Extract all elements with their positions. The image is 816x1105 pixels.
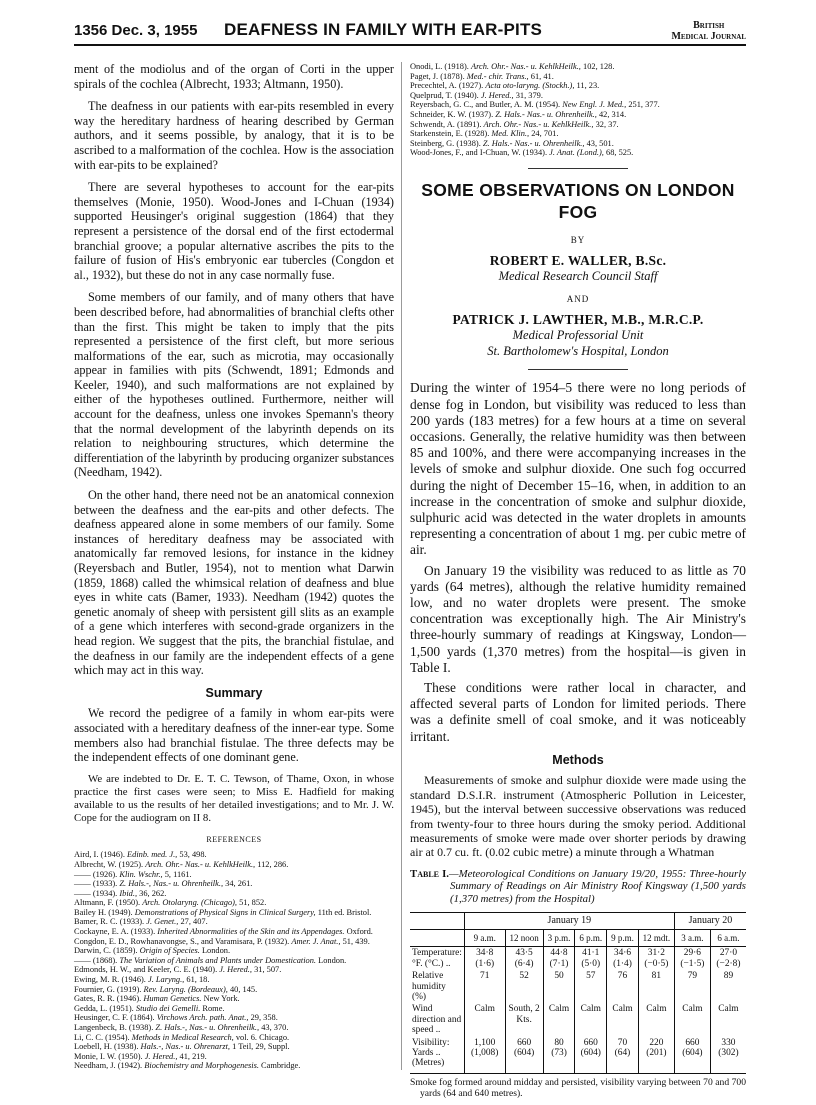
header-rule bbox=[74, 44, 746, 46]
table-caption: Table I.—Meteorological Conditions on January 19/20, 1955: Three-hourly Summary of Readings on Air Ministry Roof Kingsway (1,500 yards (1,370 metres) from the Hospital) bbox=[410, 867, 746, 905]
author-institution: St. Bartholomew's Hospital, London bbox=[487, 344, 669, 359]
reference-item: Wood-Jones, F., and I-Chuan, W. (1934). J. Anat. (Lond.), 68, 525. bbox=[410, 148, 634, 158]
reference-item: Cockayne, E. A. (1933). Inherited Abnormalities of the Skin and its Appendages. Oxford. bbox=[74, 927, 373, 937]
journal-name: British Medical Journal bbox=[671, 20, 746, 42]
meteorological-table bbox=[410, 912, 746, 1074]
section-rule bbox=[528, 369, 628, 370]
reference-item: Darwin, C. (1859). Origin of Species. London. bbox=[74, 946, 231, 956]
table-cell: 71 bbox=[464, 970, 505, 1003]
author-name: PATRICK J. LAWTHER, M.B., M.R.C.P. bbox=[452, 311, 704, 327]
reference-item: Ewing, M. R. (1946). J. Laryng., 61, 18. bbox=[74, 975, 210, 985]
methods-text: Measurements of smoke and sulphur dioxide were made using the standard D.S.I.R. instrument (Atmospheric Pollution in Leicester, 1945), but the interval between successive observations was reduced from twenty-four to three hours during the smoky period. Additional measurements of smoke were made over shorter periods by drawing air at 0.7 cu. ft. (0.02 cubic metre) a minute through a Whatman bbox=[410, 773, 746, 860]
table-cell: 52 bbox=[505, 970, 543, 1003]
table-cell: 81 bbox=[638, 970, 674, 1003]
table-time-header: 6 a.m. bbox=[710, 930, 746, 947]
reference-item: Edmonds, H. W., and Keeler, C. E. (1940). J. Hered., 31, 507. bbox=[74, 965, 282, 975]
reference-item: Bamer, R. C. (1933). J. Genet., 27, 407. bbox=[74, 917, 208, 927]
table-cell: 44·8 (7·1) bbox=[543, 947, 575, 970]
paragraph: During the winter of 1954–5 there were no long periods of dense fog in London, but visibility was reduced to less than 200 yards (183 metres) for a few hours at a time on several occasions. Generally, the relative humidity was then between 85 and 100%, and there were accompanying increases in the levels of smoke and sulphur dioxide. One such fog occurred during the night of December 15–16, when, in addition to an increase in the concentration of smoke and sulphur dioxide, sulphuric acid was detected in the water droplets in amounts representing a concentration of about 1 mg. per cubic metre of air. bbox=[410, 380, 746, 558]
table-time-header: 12 noon bbox=[505, 930, 543, 947]
reference-item: Langenbeck, B. (1938). Z. Hals.-, Nas.- u. Ohrenheilk., 43, 370. bbox=[74, 1023, 289, 1032]
table-time-header: 6 p.m. bbox=[575, 930, 607, 947]
table-cell: 660 (604) bbox=[575, 1037, 607, 1074]
table-cell: South, 2 Kts. bbox=[505, 1003, 543, 1036]
table-cell: 27·0 (−2·8) bbox=[710, 947, 746, 970]
author-name: ROBERT E. WALLER, B.Sc. bbox=[489, 252, 667, 268]
paragraph: The deafness in our patients with ear-pits resembled in every way the hereditary hardness of hearing described by German authors, and it seems possible, by analogy, that it is to be ascribed to a malformation of the cochlea. How is the association with ear-pits to be explained? bbox=[74, 99, 394, 172]
table-cell: 330 (302) bbox=[710, 1037, 746, 1074]
table-row-label: Wind direction and speed .. bbox=[412, 1004, 462, 1036]
reference-item: Fournier, G. (1919). Rev. Laryng. (Bordeaux), 40, 145. bbox=[74, 984, 258, 994]
table-cell: Calm bbox=[710, 1003, 746, 1036]
references-list bbox=[74, 850, 394, 1071]
reference-item: Reyersbach, G. C., and Butler, A. M. (1954). New Engl. J. Med., 251, 377. bbox=[410, 100, 660, 110]
table-header-times bbox=[410, 930, 746, 947]
table-time-header: 12 mdt. bbox=[638, 930, 674, 947]
table-cell: 41·1 (5·0) bbox=[575, 947, 607, 970]
acknowledgment: We are indebted to Dr. E. T. C. Tewson, of Thame, Oxon, in whose practice the first cases were seen; to Miss E. Hadfield for making available to us the results of her detailed investigations; and to Mr. J. W. Cope for the audiogram on II 8. bbox=[74, 772, 394, 824]
reference-item: Schneider, K. W. (1937). Z. Hals.- Nas.- u. Ohrenheilk., 42, 314. bbox=[410, 109, 627, 119]
table-cell: 57 bbox=[575, 970, 607, 1003]
section-rule bbox=[528, 168, 628, 169]
running-title: DEAFNESS IN FAMILY WITH EAR-PITS bbox=[224, 20, 543, 39]
table-cell: Calm bbox=[543, 1003, 575, 1036]
reference-item: —— (1933). Z. Hals.-, Nas.- u. Ohrenheilk., 34, 261. bbox=[74, 879, 253, 889]
column-divider bbox=[401, 62, 402, 1070]
reference-item: Steinberg, G. (1938). Z. Hals.- Nas.- u. Ohrenheilk., 43, 501. bbox=[410, 138, 614, 148]
reference-item: Albrecht, W. (1925). Arch. Ohr.- Nas.- u. KehlkHeilk., 112, 286. bbox=[74, 859, 289, 869]
reference-item: —— (1868). The Variation of Animals and Plants under Domestication. London. bbox=[74, 955, 347, 965]
paragraph: On January 19 the visibility was reduced to as little as 70 yards (64 metres), although the relative humidity remained low, and no water droplets were present. The smoke concentration was exceptionally high. The Air Ministry's three-hourly summary of readings at Kingsway, London—1,500 yards (1,370 metres) from the hospital—is given in Table I. bbox=[410, 562, 746, 675]
page-number-date: 1356 Dec. 3, 1955 bbox=[74, 22, 198, 39]
summary-heading: Summary bbox=[205, 685, 263, 700]
table-row bbox=[410, 970, 746, 1003]
reference-item: Li, C. C. (1954). Methods in Medical Research, vol. 6. Chicago. bbox=[74, 1032, 290, 1042]
table-cell: 1,100 (1,008) bbox=[464, 1037, 505, 1074]
reference-item: Schwendt, A. (1891). Arch. Ohr.- Nas.- u. KehlkHeilk., 32, 37. bbox=[410, 119, 619, 129]
reference-item: Congdon, E. D., Rowhanavongse, S., and Varamisara, P. (1932). Amer. J. Anat., 51, 439. bbox=[74, 936, 370, 946]
reference-item: Onodi, L. (1918). Arch. Ohr.- Nas.- u. KehlkHeilk., 102, 128. bbox=[410, 62, 615, 71]
reference-item: Monie, I. W. (1950). J. Hered., 41, 219. bbox=[74, 1051, 207, 1061]
reference-item: Quelprud, T. (1940). J. Hered., 31, 379. bbox=[410, 90, 543, 100]
reference-item: —— (1934). Ibid., 36, 262. bbox=[74, 888, 167, 898]
table-row-label: Relative humidity (%) bbox=[412, 971, 446, 1003]
reference-item: Gates, R. R. (1946). Human Genetics. New York. bbox=[74, 994, 240, 1004]
article-title: SOME OBSERVATIONS ON LONDON FOG bbox=[421, 179, 735, 222]
table-cell: Calm bbox=[674, 1003, 710, 1036]
reference-item: Loebell, H. (1938). Hals.-, Nas.- u. Ohrenarzt, 1 Teil, 29, Suppl. bbox=[74, 1042, 290, 1052]
reference-item: Bailey H. (1949). Demonstrations of Physical Signs in Clinical Surgery, 11th ed. Bristol. bbox=[74, 907, 372, 917]
table-cell: Calm bbox=[607, 1003, 639, 1036]
reference-item: Aird, I. (1946). Edinb. med. J., 53, 498. bbox=[74, 850, 207, 860]
table-time-header: 9 a.m. bbox=[464, 930, 505, 947]
table-day-header: January 19 bbox=[464, 912, 674, 929]
summary-text: We record the pedigree of a family in whom ear-pits were associated with a hereditary deafness of the inner-ear type. Some members also had branchial fistulae. The three defects may be the independent effects of one dominant gene. bbox=[74, 706, 394, 765]
reference-item: —— (1926). Klin. Wschr., 5, 1161. bbox=[74, 869, 192, 879]
reference-item: Paget, J. (1878). Med.- chir. Trans., 61, 41. bbox=[410, 71, 554, 81]
table-cell: 70 (64) bbox=[607, 1037, 639, 1074]
table-cell: 220 (201) bbox=[638, 1037, 674, 1074]
paragraph: ment of the modiolus and of the organ of Corti in the upper spirals of the cochlea (Albrecht, 1933; Altmann, 1950). bbox=[74, 62, 394, 91]
reference-item: Heusinger, C. F. (1864). Virchows Arch. path. Anat., 29, 358. bbox=[74, 1013, 278, 1023]
table-cell: 89 bbox=[710, 970, 746, 1003]
reference-item: Gedda, L. (1951). Studio dei Gemelli. Rome. bbox=[74, 1003, 225, 1013]
table-cell: 660 (604) bbox=[674, 1037, 710, 1074]
article-intro bbox=[410, 380, 746, 744]
reference-item: Precechtel, A. (1927). Acta oto-laryng. (Stockh.), 11, 23. bbox=[410, 81, 600, 91]
methods-heading: Methods bbox=[552, 752, 604, 767]
references-heading: REFERENCES bbox=[206, 834, 262, 844]
table-time-header: 3 a.m. bbox=[674, 930, 710, 947]
table-row-label: Visibility: Yards .. (Metres) bbox=[410, 1037, 464, 1074]
paragraph: Some members of our family, and of many others that have been described before, had abnormalities of branchial clefts other than the first. This might be taken to imply that the pits represented a persistence of the first cleft, but more serious malformations of the ear, such as microtia, may occasionally appear in families with pits (Schwendt, 1891; Edmonds and Keeler, 1940), and such malformations are not explained by either of the hypotheses outlined. Furthermore, neither will account for the deafness, unless one invokes Spemann's theory that the normal development of the labyrinth depends on its relation to neighbouring structures, which determine the differentiation of the labyrinth by producing organizer substances (Needham, 1942). bbox=[74, 290, 394, 480]
table-note: Smoke fog formed around midday and persisted, visibility varying between 70 and 700 yards (64 and 640 metres). bbox=[410, 1076, 746, 1099]
author-affiliation: Medical Professorial Unit bbox=[512, 328, 644, 343]
table-cell: 660 (604) bbox=[505, 1037, 543, 1074]
table-cell: Calm bbox=[638, 1003, 674, 1036]
table-day-header: January 20 bbox=[674, 912, 746, 929]
author-affiliation: Medical Research Council Staff bbox=[498, 269, 658, 284]
table-cell: 80 (73) bbox=[543, 1037, 575, 1074]
byline: BY bbox=[570, 234, 586, 245]
table-cell: 34·8 (1·6) bbox=[464, 947, 505, 970]
references-list-continued bbox=[410, 62, 746, 158]
table-time-header: 3 p.m. bbox=[543, 930, 575, 947]
reference-item: Starkenstein, E. (1928). Med. Klin., 24, 701. bbox=[410, 129, 559, 139]
table-row bbox=[410, 1037, 746, 1074]
table-cell: 50 bbox=[543, 970, 575, 1003]
table-row bbox=[410, 947, 746, 970]
table-cell: 76 bbox=[607, 970, 639, 1003]
paragraph: There are several hypotheses to account for the ear-pits themselves (Monie, 1950). Wood-Jones and I-Chuan (1934) supported Heusinger's original suggestion (1864) that they represent a persistence of the dorsal end of the first ectodermal branchial groove; a popular alternative ascribes the pits to the failure of fusion of His's embryonic ear tubercles (Congdon et al., 1932), but these do not in any case normally fuse. bbox=[74, 180, 394, 282]
page-header bbox=[74, 14, 746, 54]
table-cell: 29·6 (−1·5) bbox=[674, 947, 710, 970]
reference-item: Needham, J. (1942). Biochemistry and Morphogenesis. Cambridge. bbox=[74, 1061, 301, 1071]
reference-item: Altmann, F. (1950). Arch. Otolaryng. (Chicago), 51, 852. bbox=[74, 898, 267, 908]
right-column bbox=[410, 62, 746, 1099]
left-column bbox=[74, 62, 394, 1071]
paragraph: These conditions were rather local in character, and affected several parts of London for limited periods. There was a definite smell of coal smoke, and it was noticeably irritant. bbox=[410, 679, 746, 744]
table-row-label: Temperature: °F. (°C.) .. bbox=[412, 948, 462, 969]
table-cell: Calm bbox=[575, 1003, 607, 1036]
table-cell: 34·6 (1·4) bbox=[607, 947, 639, 970]
table-header-days bbox=[410, 912, 746, 929]
table-time-header: 9 p.m. bbox=[607, 930, 639, 947]
table-cell: 43·5 (6·4) bbox=[505, 947, 543, 970]
table-row bbox=[410, 1003, 746, 1036]
table-cell: 31·2 (−0·5) bbox=[638, 947, 674, 970]
table-cell: 79 bbox=[674, 970, 710, 1003]
table-cell: Calm bbox=[464, 1003, 505, 1036]
byline-and: AND bbox=[566, 294, 590, 305]
paragraph: On the other hand, there need not be an anatomical connexion between the deafness and the ear-pits and other defects. The deafness appeared alone in some members of our family. Some instances of hereditary deafness may be associated with anatomically far removed lesions, for instance in the kidney (Reyersbach and Butler, 1954), not to mention what Darwin (1859, 1868) called the whimsical relation of deafness and blue eyes in white cats (Bamer, 1933). Needham (1942) quotes the genetic anomaly of sheep with persistent gill slits as an example of a gene which interferes with second-grade organizers in the head region. We suggest that the pits, the branchial fistulae, and the deafness in our family are the independent effects of a gene which may act in this way. bbox=[74, 488, 394, 678]
